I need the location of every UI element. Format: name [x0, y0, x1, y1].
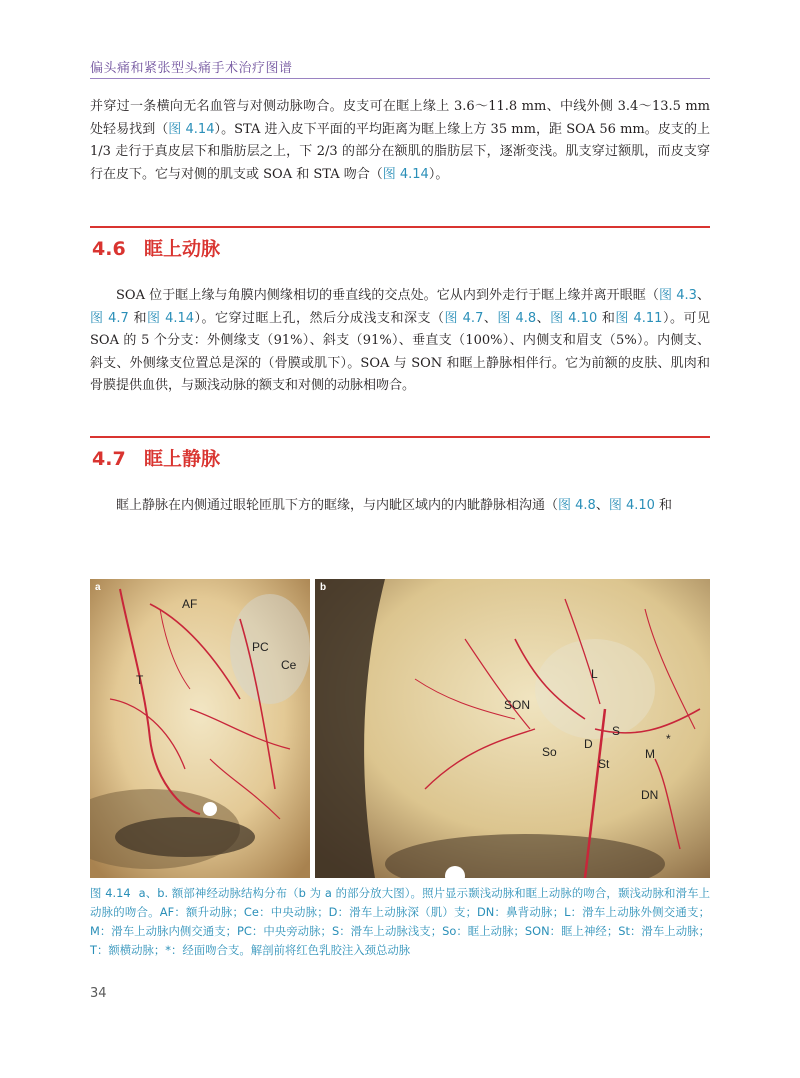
- figure-panel-b: [315, 579, 710, 878]
- label-S: S: [612, 724, 621, 738]
- figure-ref[interactable]: 图 4.7: [444, 310, 484, 326]
- label-SON: SON: [504, 698, 531, 712]
- label-Ce: Ce: [281, 658, 297, 672]
- dissection-photo-b: [315, 579, 710, 878]
- figure-ref[interactable]: 图 4.14: [146, 310, 195, 326]
- dissection-photo-a: [90, 579, 310, 878]
- section-rule: [90, 436, 710, 438]
- figure-ref[interactable]: 图 4.14: [168, 121, 215, 137]
- label-So: So: [542, 745, 557, 759]
- label-D: D: [584, 737, 593, 751]
- figure-ref[interactable]: 图 4.10: [550, 310, 598, 326]
- header-rule: [90, 78, 710, 79]
- section-rule: [90, 226, 710, 228]
- panel-label-b: b: [320, 582, 327, 593]
- label-St: St: [598, 757, 610, 771]
- figure-ref[interactable]: 图 4.8: [497, 310, 537, 326]
- panel-label-a: a: [95, 582, 101, 593]
- figure-ref[interactable]: 图 4.10: [608, 498, 655, 513]
- figure-4-14: [90, 579, 710, 878]
- label-M: M: [645, 747, 655, 761]
- running-head: 偏头痛和紧张型头痛手术治疗图谱: [90, 61, 293, 76]
- figure-ref[interactable]: 图 4.7: [90, 310, 129, 326]
- paragraph-supraorbital-vein: 眶上静脉在内侧通过眼轮匝肌下方的眶缘，与内眦区域内的内眦静脉相沟通（图 4.8、图 4.10 和: [116, 498, 673, 513]
- figure-ref[interactable]: 图 4.8: [558, 498, 596, 513]
- section-heading-4-7: 4.7 眶上静脉: [92, 448, 221, 470]
- figure-ref[interactable]: 图 4.14: [382, 166, 429, 182]
- section-heading-4-6: 4.6 眶上动脉: [92, 238, 221, 260]
- label-L: L: [591, 667, 598, 681]
- label-AF: AF: [182, 597, 198, 611]
- figure-ref[interactable]: 图 4.3: [658, 288, 697, 303]
- label-PC: PC: [252, 640, 269, 654]
- figure-panel-a: [90, 579, 310, 878]
- paragraph-continued: 并穿过一条横向无名血管与对侧动脉吻合。皮支可在眶上缘上 3.6～11.8 mm、中线外侧 3.4～13.5 mm 处轻易找到（图 4.14）。STA 进入皮下平面的平均距离为眶上缘上方 35 mm，距 SOA 56 mm。皮支的上 1/3 走行于真皮层下和脂肪层之上，下 2/3 的部分在额肌的脂肪层下，逐渐变浅。肌支穿过额肌，而皮支穿行在皮下。它与对侧的肌支或 SOA 和 STA 吻合（图 4.14）。: [90, 99, 710, 182]
- caption-figure-id: 图 4.14: [90, 886, 131, 900]
- figure-ref[interactable]: 图 4.11: [615, 310, 663, 326]
- page-number: 34: [90, 986, 107, 1001]
- label-DN: DN: [641, 788, 659, 802]
- paragraph-soa: SOA 位于眶上缘与角膜内侧缘相切的垂直线的交点处。它从内到外走行于眶上缘并离开眼眶（图 4.3、图 4.7 和图 4.14）。它穿过眶上孔，然后分成浅支和深支（图 4.7、图 4.8、图 4.10 和图 4.11）。可见 SOA 的 5 个分支：外侧缘支（91%）、斜支（91%）、垂直支（100%）、内侧支和眉支（5%）。内侧支、斜支、外侧缘支位置总是深的（骨膜或肌下）。SOA 与 SON 和眶上静脉相伴行。它为前额的皮肤、肌肉和骨膜提供血供，与颞浅动脉的额支和对侧的动脉相吻合。: [90, 288, 710, 394]
- caption-text: a、b. 额部神经动脉结构分布（b 为 a 的部分放大图）。照片显示颞浅动脉和眶上动脉的吻合，颞浅动脉和滑车上动脉的吻合。AF：额升动脉；Ce：中央动脉；D：滑车上动脉深（肌）支；DN：鼻背动脉；L：滑车上动脉外侧交通支；M：滑车上动脉内侧交通支；PC：中央旁动脉；S：滑车上动脉浅支；So：眶上动脉；SON：眶上神经；St：滑车上动脉；T：额横动脉；*：经面吻合支。解剖前将红色乳胶注入颈总动脉: [90, 886, 711, 957]
- figure-caption: [90, 884, 710, 960]
- label-asterisk: *: [666, 732, 671, 746]
- label-T: T: [136, 673, 144, 687]
